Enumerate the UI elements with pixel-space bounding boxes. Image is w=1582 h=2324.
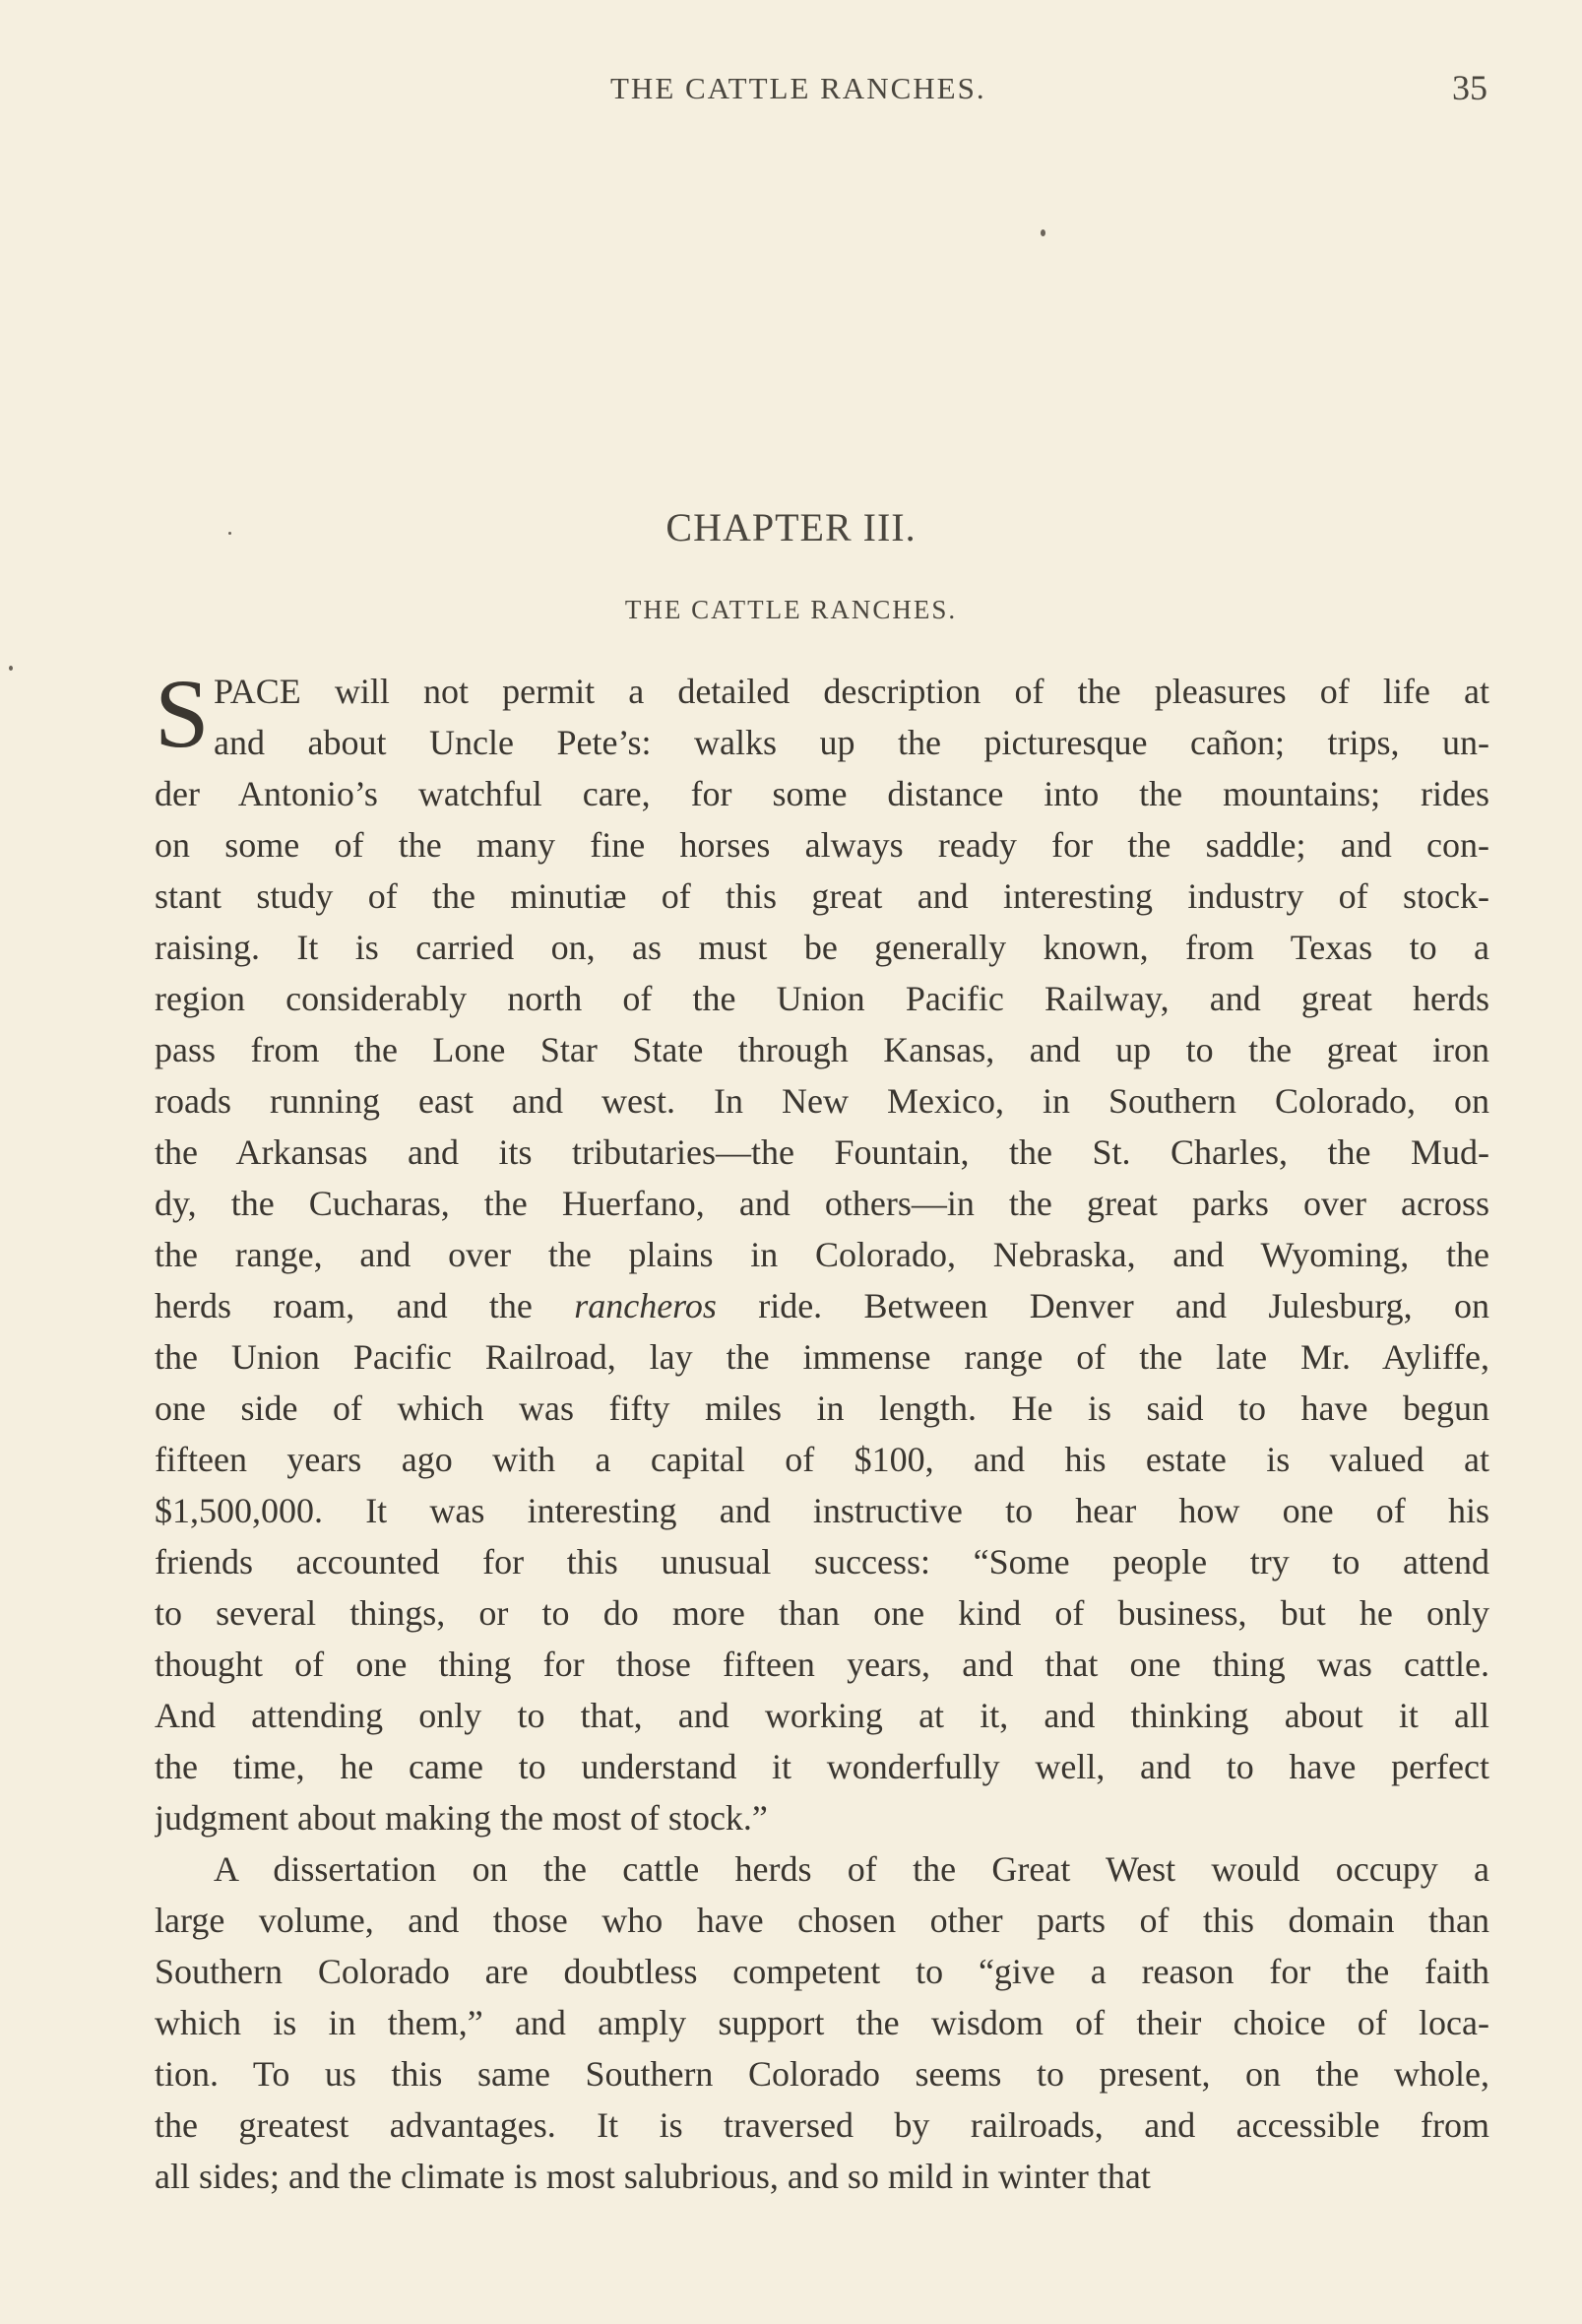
text-line: one side of which was fifty miles in length. He is said to have begun xyxy=(155,1388,1489,1428)
text-line: dy, the Cucharas, the Huerfano, and others—in the great parks over across xyxy=(155,1184,1489,1223)
text-line: And attending only to that, and working at it, and thinking about it all xyxy=(155,1696,1489,1735)
text-line: large volume, and those who have chosen other parts of this domain than xyxy=(155,1901,1489,1940)
running-head xyxy=(0,68,1582,120)
text-line: and about Uncle Pete’s: walks up the picturesque cañon; trips, un- xyxy=(214,723,1489,762)
text-line: all sides; and the climate is most salubrious, and so mild in winter that xyxy=(155,2157,1151,2196)
text-segment: herds roam, and the xyxy=(155,1286,575,1325)
text-line: A dissertation on the cattle herds of the Great West would occupy a xyxy=(214,1849,1489,1889)
ink-speck xyxy=(1041,229,1045,236)
chapter-subtitle: THE CATTLE RANCHES. xyxy=(624,595,958,624)
page-number: 35 xyxy=(1452,68,1487,107)
text-line: the Arkansas and its tributaries—the Fountain, the St. Charles, the Mud- xyxy=(155,1132,1489,1172)
text-line: $1,500,000. It was interesting and instructive to hear how one of his xyxy=(155,1491,1489,1530)
running-title: THE CATTLE RANCHES. xyxy=(610,71,986,105)
text-line: the Union Pacific Railroad, lay the immense range of the late Mr. Ayliffe, xyxy=(155,1337,1489,1377)
ink-speck xyxy=(9,666,13,671)
text-line: stant study of the minutiæ of this great and interesting industry of stock- xyxy=(155,876,1489,916)
text-line: the time, he came to understand it wonderfully well, and to have perfect xyxy=(155,1747,1489,1786)
text-line: friends accounted for this unusual success: “Some people try to attend xyxy=(155,1542,1489,1582)
text-line: pass from the Lone Star State through Kansas, and up to the great iron xyxy=(155,1030,1489,1069)
text-line: roads running east and west. In New Mexico, in Southern Colorado, on xyxy=(155,1081,1489,1121)
text-line: judgment about making the most of stock.” xyxy=(155,1798,768,1838)
text-line: to several things, or to do more than one kind of business, but he only xyxy=(155,1593,1489,1633)
italic-term: rancheros xyxy=(574,1286,717,1325)
text-line: region considerably north of the Union Pacific Railway, and great herds xyxy=(155,979,1489,1018)
text-line xyxy=(155,1280,1489,1331)
text-line: the range, and over the plains in Colorado, Nebraska, and Wyoming, the xyxy=(155,1235,1489,1274)
text-segment: ride. Between Denver and Julesburg, on xyxy=(716,1286,1489,1325)
text-line: Southern Colorado are doubtless competent to “give a reason for the faith xyxy=(155,1952,1489,1991)
text-line: on some of the many fine horses always ready for the saddle; and con- xyxy=(155,825,1489,865)
text-line: PACE will not permit a detailed description of the pleasures of life at xyxy=(214,672,1489,711)
text-line: der Antonio’s watchful care, for some distance into the mountains; rides xyxy=(155,774,1489,813)
body-text xyxy=(155,659,1489,2202)
text-line: fifteen years ago with a capital of $100, and his estate is valued at xyxy=(155,1440,1489,1479)
text-line: tion. To us this same Southern Colorado seems to present, on the whole, xyxy=(155,2054,1489,2094)
text-line: the greatest advantages. It is traversed by railroads, and accessible from xyxy=(155,2105,1489,2145)
text-line: raising. It is carried on, as must be generally known, from Texas to a xyxy=(155,928,1489,967)
text-line: thought of one thing for those fifteen years, and that one thing was cattle. xyxy=(155,1645,1489,1684)
text-line: which is in them,” and amply support the wisdom of their choice of loca- xyxy=(155,2003,1489,2042)
drop-cap: S xyxy=(155,659,210,768)
chapter-title: CHAPTER III. xyxy=(665,505,917,549)
